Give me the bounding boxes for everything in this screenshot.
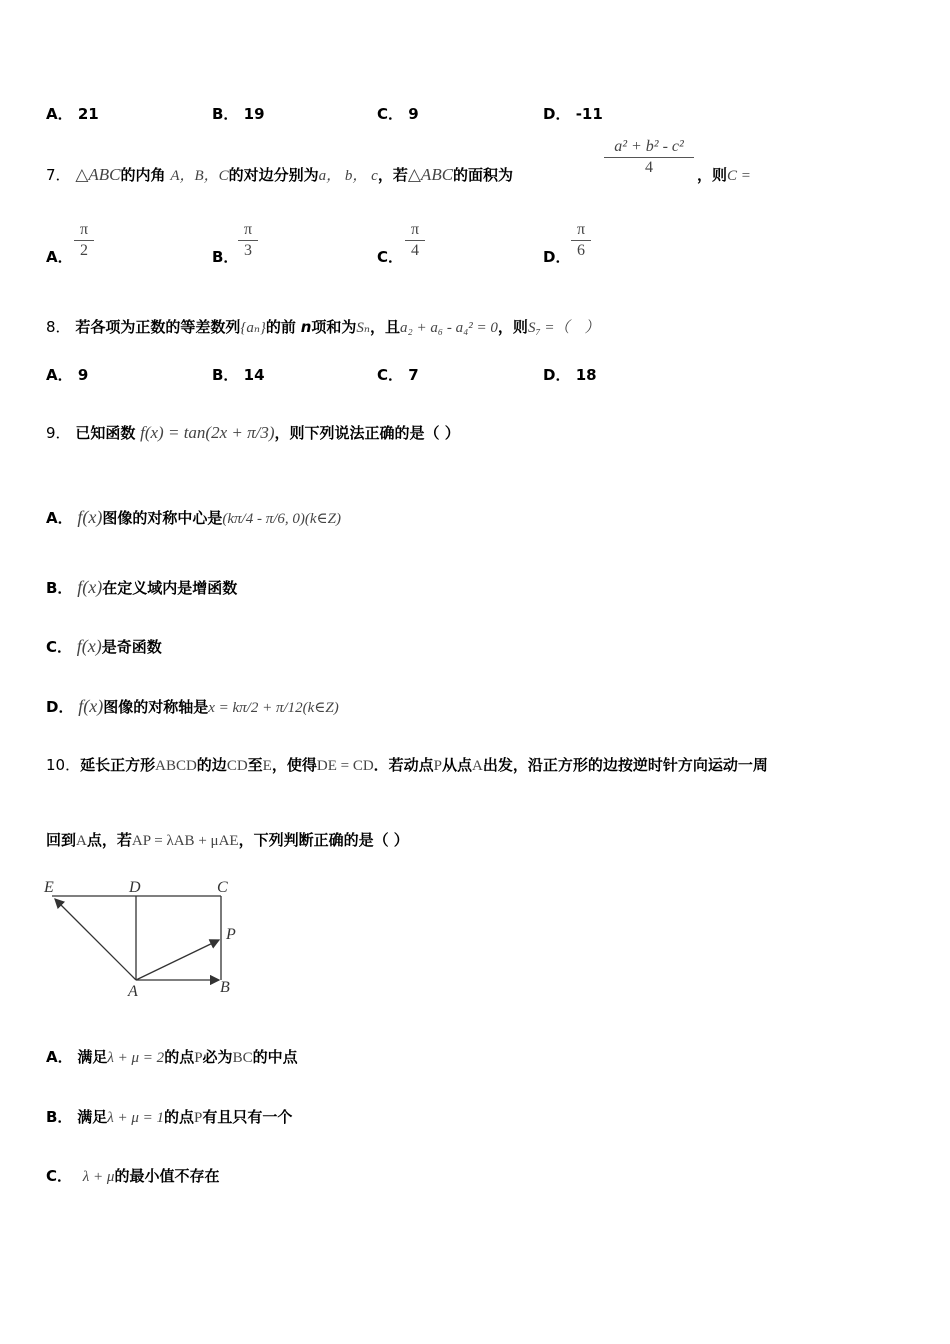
q6-option-c[interactable]: C． 9 bbox=[377, 105, 419, 123]
q7-stem: 7． △ABC的内角 A，B，C的对边分别为a， b， c，若△ABC的面积为 bbox=[46, 165, 514, 184]
label-p: P bbox=[226, 926, 236, 943]
q7-option-b-fraction: π 3 bbox=[238, 220, 258, 261]
q8-option-d[interactable]: D． 18 bbox=[543, 366, 597, 384]
label-c: C bbox=[217, 879, 228, 896]
q9-stem: 9． 已知函数 f(x) = tan(2x + π/3)，则下列说法正确的是（ ） bbox=[46, 423, 460, 442]
q9-option-a[interactable]: A． f(x)图像的对称中心是(kπ/4 - π/6, 0)(k∈Z) bbox=[46, 507, 341, 527]
q7-ask: ，则C = bbox=[697, 166, 751, 184]
q8-option-a[interactable]: A． 9 bbox=[46, 366, 89, 384]
q9-option-c[interactable]: C． f(x)是奇函数 bbox=[46, 636, 162, 656]
q9-option-d[interactable]: D． f(x)图像的对称轴是x = kπ/2 + π/12(k∈Z) bbox=[46, 696, 339, 716]
q7-option-b[interactable]: B． bbox=[212, 248, 239, 266]
label-b: B bbox=[220, 979, 230, 996]
q7-option-d[interactable]: D． bbox=[543, 248, 571, 266]
label-e: E bbox=[44, 879, 54, 896]
q9-option-b[interactable]: B． f(x)在定义域内是增函数 bbox=[46, 577, 238, 597]
label-a: A bbox=[128, 983, 138, 1000]
q7-option-a-fraction: π 2 bbox=[74, 220, 94, 261]
q7-area-fraction: a² + b² - c² 4 bbox=[604, 137, 694, 178]
q10-stem-line2: 回到A点，若AP = λAB + μAE，下列判断正确的是（ ） bbox=[46, 831, 409, 849]
q10-stem-line1: 10．延长正方形ABCD的边CD至E，使得DE = CD．若动点P从点A出发，沿正方形的边按逆时针方向运动一周 bbox=[46, 756, 768, 774]
q10-figure bbox=[40, 872, 250, 1002]
q7-option-d-fraction: π 6 bbox=[571, 220, 591, 261]
q7-option-c-fraction: π 4 bbox=[405, 220, 425, 261]
q8-stem: 8． 若各项为正数的等差数列{aₙ}的前 n项和为Sₙ，且a₂ + a₆ - a₄² = 0，则S₇ =（ ） bbox=[46, 318, 600, 336]
q10-option-c[interactable]: C． λ + μ的最小值不存在 bbox=[46, 1167, 220, 1185]
q6-option-b[interactable]: B． 19 bbox=[212, 105, 265, 123]
q6-option-a[interactable]: A． 21 bbox=[46, 105, 99, 123]
q8-option-b[interactable]: B． 14 bbox=[212, 366, 265, 384]
label-d: D bbox=[129, 879, 141, 896]
vector-ae bbox=[55, 899, 136, 980]
q10-option-b[interactable]: B． 满足λ + μ = 1的点P有且只有一个 bbox=[46, 1108, 293, 1126]
q6-option-d[interactable]: D． -11 bbox=[543, 105, 603, 123]
q8-option-c[interactable]: C． 7 bbox=[377, 366, 419, 384]
q7-option-c[interactable]: C． bbox=[377, 248, 404, 266]
q7-option-a[interactable]: A． bbox=[46, 248, 73, 266]
vector-ap bbox=[136, 940, 219, 980]
q10-option-a[interactable]: A． 满足λ + μ = 2的点P必为BC的中点 bbox=[46, 1048, 298, 1066]
